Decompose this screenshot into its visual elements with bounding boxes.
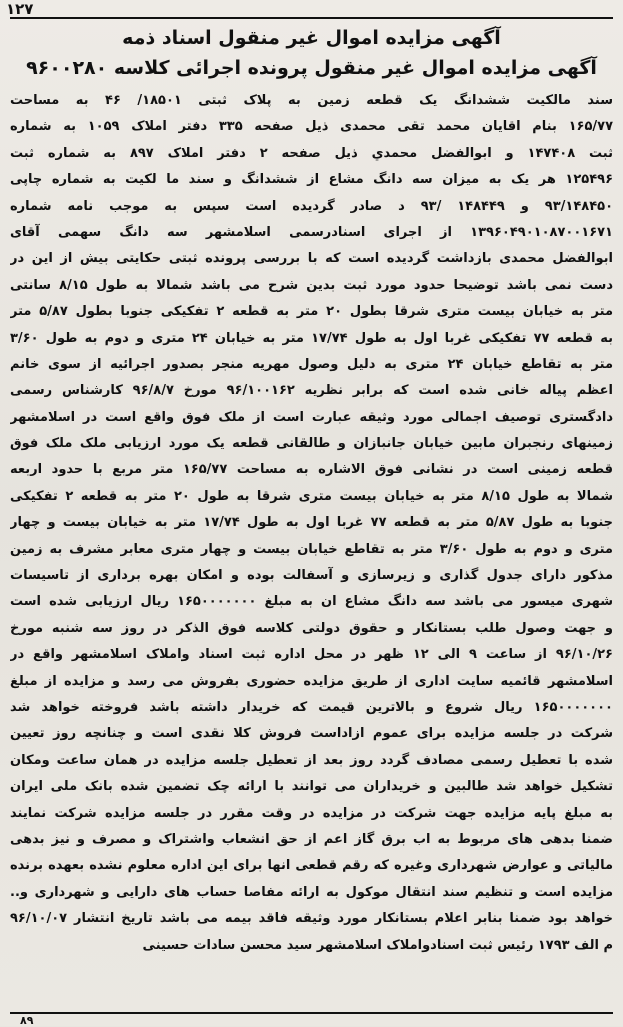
body-line: ۱۶۵/۷۷ بنام اقایان محمد تقی محمدی ذیل صفحه ۳۳۵ دفتر املاک ۱۰۵۹ به شماره: [10, 119, 613, 135]
body-line: زمینهای رنجبران مابین خیابان جانبازان و طالقانی قطعه یک مورد ارزیابی ملک ملک فوق: [10, 436, 613, 452]
body-line: خواهد بود ضمنا بنابر اعلام بستانکار مورد وثیقه فاقد بیمه می باشد تاریخ انتشار ۹۶/۱۰/۰۷: [10, 911, 613, 927]
body-line: ۱۲۵۴۹۶ هر یک به میزان سه دانگ مشاع از ششدانگ و سند ما لکیت به شماره چاپی: [10, 172, 613, 188]
body-line: قطعه زمینی است در نشانی فوق الاشاره به مساحت ۱۶۵/۷۷ متر مربع با حدود اربعه: [10, 462, 613, 478]
body-line: ۱۳۹۶۰۴۹۰۱۰۸۷۰۰۱۶۷۱ از اجرای اسنادرسمی اسلامشهر سه دانگ سهمی آقای: [10, 224, 613, 240]
body-line: متری و دوم به طول ۳/۶۰ متر به تقاطع خیابان بیست و چهار متری معابر مشرف به زمین: [10, 541, 613, 557]
top-page-number: ۱۲۷: [6, 0, 34, 18]
body-line: اسلامشهر قائمیه سایت اداری از طریق مزایده حضوری بفروش می رسد و مزایده از مبلغ: [10, 673, 613, 689]
top-divider: [10, 17, 613, 19]
body-line: ثبت ۱۴۷۴۰۸ و ابوالفضل محمدي ذیل صفحه ۲ دفتر املاک ۸۹۷ به شماره ثبت: [10, 145, 613, 161]
body-line: شده با تعطیل رسمی مصادف گردد روز بعد از تعطیل جلسه مزایده در همان ساعت ومکان: [10, 752, 613, 768]
body-line: اعظم پیاله خانی شده است که برابر نظریه ۹۶/۱۰۰۱۶۲ مورخ ۹۶/۸/۷ کارشناس رسمی: [10, 383, 613, 399]
bottom-divider: [10, 1012, 613, 1014]
bottom-page-number: ۸۹: [20, 1014, 34, 1027]
body-line: متر به خیابان بیست متری شرقا بطول ۲۰ متر به قطعه ۲ تفکیکی جنوبا بطول ۵/۸۷ متر: [10, 304, 613, 320]
body-line: شرکت در جلسه مزایده برای عموم ازاداست فروش کلا نقدی است و چنانچه روز تعیین: [10, 726, 613, 742]
body-line: دست نمی باشد توضیحا حدود مورد ثبت بدین شرح می باشد شمالا به طول ۸/۱۵ سانتی: [10, 277, 613, 293]
body-line: به قطعه ۷۷ تفکیکی غربا اول به طول ۱۷/۷۴ متر به خیابان ۲۴ متری و دوم به طول ۳/۶۰: [10, 330, 613, 346]
body-line: ۹۳/۱۴۸۴۵۰ و ۱۴۸۴۴۹ /۹۳ د صادر گردیده است سپس به موجب نامه شماره: [10, 198, 613, 214]
notice-title-sub: آگهی مزایده اموال غیر منقول پرونده اجرائی کلاسه ۹۶۰۰۲۸۰: [26, 57, 597, 79]
body-line: سند مالکیت ششدانگ یک قطعه زمین به پلاک ثبتی ۱۸۵۰۱/ ۴۶ به مساحت: [10, 93, 613, 108]
body-line: متر به تقاطع خیابان ۲۴ متری به دلیل وصول مهریه منجر بصدور اجرائیه از سوی خانم: [10, 356, 613, 372]
body-line: جنوبا به طول ۵/۸۷ متر به قطعه ۷۷ غربا اول به طول ۱۷/۷۴ متر به خیابان بیست و چهار: [10, 515, 613, 531]
body-line: مزایده است و تنظیم سند انتقال موکول به ارائه مفاصا حساب های دارایی و شهرداری و..: [10, 884, 613, 900]
body-line: شهری میسور می باشد سه دانگ مشاع ان به مبلغ ۱۶۵۰۰۰۰۰۰۰ ریال ارزیابی شده است: [10, 594, 613, 610]
body-line: به مبلغ پایه مزایده جهت شرکت در مزایده در وقت مقرر در جلسه مزایده شرکت نمایند: [10, 805, 613, 821]
body-line: مالیاتی و عوارض شهرداری وغیره که رقم قطعی انها برای این اداره معلوم نشده بعهده برنده: [10, 858, 613, 874]
body-line: ۹۶/۱۰/۲۶ از ساعت ۹ الی ۱۲ ظهر در محل اداره ثبت اسناد واملاک اسلامشهر واقع در: [10, 647, 613, 663]
body-line: تشکیل خواهد شد طالبین و خریداران می توانند با ارائه چک تضمین شده بانک ملی ایران: [10, 779, 613, 795]
body-line: ۱۶۵۰۰۰۰۰۰۰ ریال شروع و بالاترین قیمت که خریدار داشته باشد فروخته خواهد شد: [10, 699, 613, 715]
body-line: ابوالفضل محمدی بازداشت گردیده است که با بررسی پرونده ثبتی حکایتی بیش از این در: [10, 251, 613, 267]
body-line: مذکور دارای جدول گذاری و زیرسازی و آسفالت بوده و امکان بهره برداری از تاسیسات: [10, 568, 613, 584]
body-line: شمالا به طول ۸/۱۵ متر به خیابان بیست متری شرقا به طول ۲۰ متر به قطعه ۲ تفکیکی: [10, 488, 613, 504]
body-line: ضمنا بدهی های مربوط به اب برق گاز اعم از حق انشعاب واشتراک و مصرف و نیز بدهی: [10, 831, 613, 847]
notice-title-main: آگهی مزایده اموال غیر منقول اسناد ذمه: [122, 27, 501, 49]
signature-line: م الف ۱۷۹۳ رئیس ثبت اسنادواملاک اسلامشهر سید محسن سادات حسینی: [142, 937, 613, 953]
body-line: دادگستری توصیف اجمالی مورد وثیقه عبارت است از ملک فوق واقع است در اسلامشهر: [10, 409, 613, 425]
body-line: و جهت وصول طلب بستانکار و حقوق دولتی کلاسه فوق الذکر در روز سه شنبه مورخ: [10, 620, 613, 636]
notice-body: [10, 88, 613, 959]
